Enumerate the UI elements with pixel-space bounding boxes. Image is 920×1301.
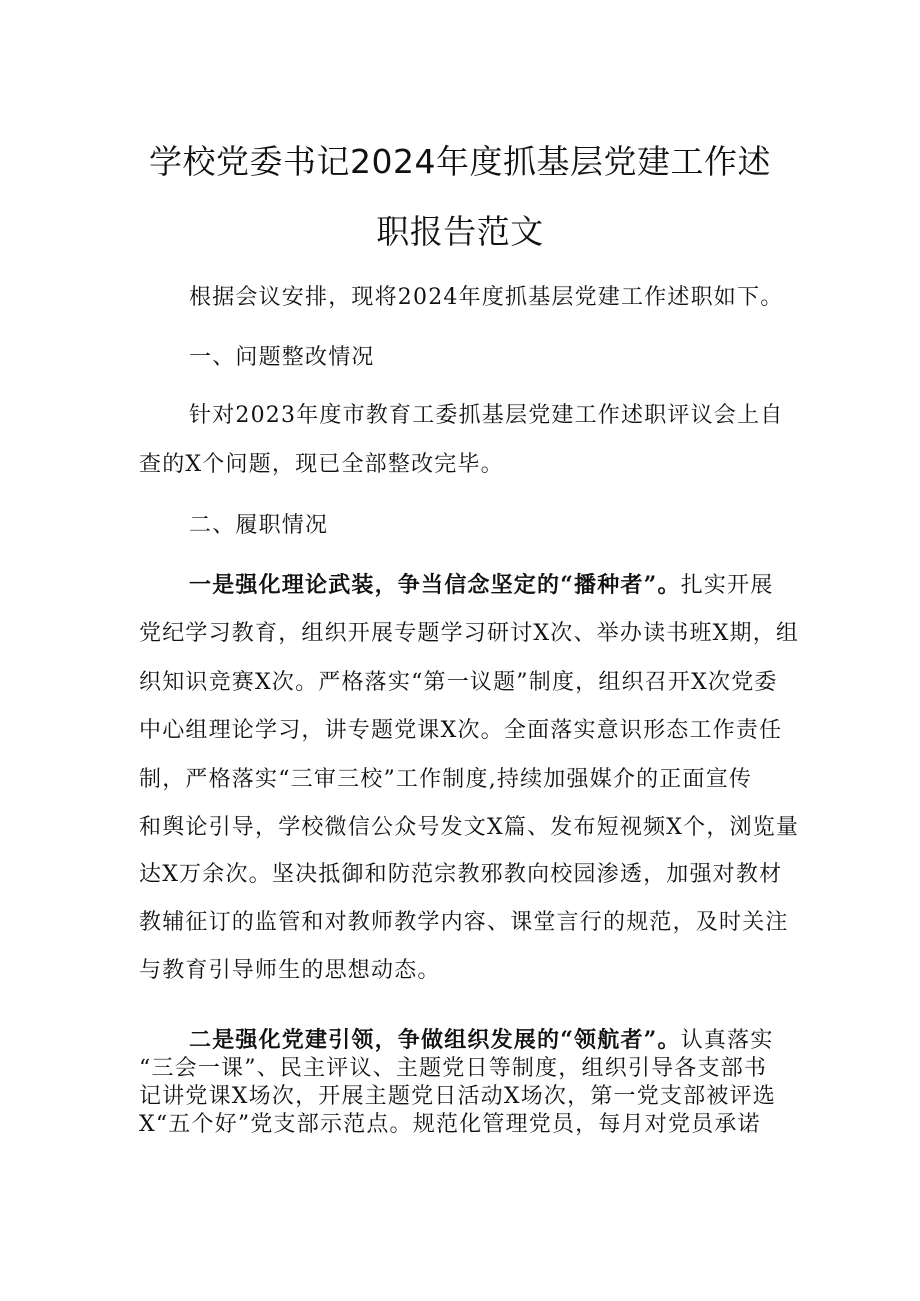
- paragraph-2-line: 记讲党课X场次，开展主题党日活动X场次，第一党支部被评选: [139, 1084, 776, 1109]
- paragraph-1-line: 织知识竞赛X次。严格落实“第一议题”制度，组织召开X次党委: [139, 670, 778, 695]
- paragraph-1-line: 中心组理论学习，讲专题党课X次。全面落实意识形态工作责任: [139, 718, 783, 743]
- paragraph-2-first-line-rest: 认真落实: [680, 1028, 774, 1053]
- paragraph-1-line: 教辅征订的监管和对教师教学内容、课堂言行的规范，及时关注: [139, 910, 789, 935]
- paragraph-1-line: 党纪学习教育，组织开展专题学习研讨X次、举办读书班X期，组: [139, 621, 800, 646]
- paragraph-1-line: 制，严格落实“三审三校”工作制度,持续加强媒介的正面宣传: [139, 767, 753, 792]
- paragraph-1-first-line-rest: 扎实开展: [680, 573, 774, 598]
- paragraph-2-line: X“五个好”党支部示范点。规范化管理党员，每月对党员承诺: [139, 1112, 761, 1137]
- paragraph-1-line: 达X万余次。坚决抵御和防范宗教邪教向校园渗透，加强对教材: [139, 862, 783, 887]
- paragraph-2-line: “三会一课”、民主评议、主题党日等制度，组织引导各支部书: [139, 1056, 768, 1081]
- paragraph-1-line: 和舆论引导，学校微信公众号发文X篇、发布短视频X个，浏览量: [139, 815, 800, 840]
- document-title-line-1: 学校党委书记2024年度抓基层党建工作述: [149, 142, 771, 181]
- paragraph-1-lead: 一是强化理论武装，争当信念坚定的“播种者”。: [189, 572, 681, 598]
- intro-paragraph: 根据会议安排，现将2024年度抓基层党建工作述职如下。: [189, 285, 784, 310]
- paragraph-1-line: 与教育引导师生的思想动态。: [139, 958, 441, 983]
- paragraph-2-lead: 二是强化党建引领，争做组织发展的“领航者”。: [189, 1027, 681, 1053]
- section-1-body-line: 针对2023年度市教育工委抓基层党建工作述职评议会上自: [189, 403, 784, 428]
- section-2-heading: 二、履职情况: [189, 513, 329, 538]
- section-1-body-line: 查的X个问题，现已全部整改完毕。: [139, 452, 504, 477]
- paragraph-2-first-line: [189, 1026, 789, 1055]
- document-title-line-2: 职报告范文: [376, 212, 544, 251]
- section-1-heading: 一、问题整改情况: [189, 345, 375, 370]
- paragraph-1-first-line: [189, 570, 789, 601]
